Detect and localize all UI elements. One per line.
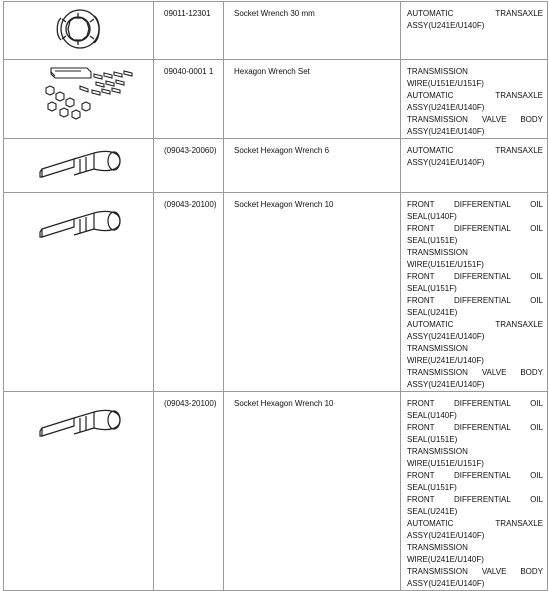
app-line: SEAL(U151E) (407, 435, 458, 444)
app-line: WIRE(U241E/U140F) (407, 555, 484, 564)
app-line: ASSY(U241E/U140F) (407, 579, 485, 588)
part-number: (09043-20100) (154, 392, 224, 591)
app-line: FRONT DIFFERENTIAL OIL (407, 423, 543, 432)
table-row (4, 60, 548, 139)
app-line: FRONT DIFFERENTIAL OIL (407, 471, 543, 480)
table-row (4, 139, 548, 193)
applicable-units (401, 2, 548, 60)
part-number: 09011-12301 (154, 2, 224, 60)
applicable-units (401, 193, 548, 392)
tool-name: Socket Wrench 30 mm (224, 2, 401, 60)
app-line: TRANSMISSION VALVE BODY (407, 368, 543, 377)
applicable-units (401, 60, 548, 139)
socket-wrench-icon (4, 2, 152, 58)
tool-illustration-cell (4, 392, 154, 591)
app-line: SEAL(U151F) (407, 284, 457, 293)
app-line: AUTOMATIC TRANSAXLE (407, 91, 543, 100)
app-line: SEAL(U140F) (407, 411, 457, 420)
tool-illustration-cell (4, 60, 154, 139)
table-row (4, 193, 548, 392)
app-line: SEAL(U241E) (407, 507, 458, 516)
app-line: ASSY(U241E/U140F) (407, 127, 485, 136)
app-line: SEAL(U151E) (407, 236, 458, 245)
applicable-units (401, 139, 548, 193)
tool-illustration-cell (4, 2, 154, 60)
socket-hexagon-wrench-icon (4, 392, 152, 462)
app-line: SEAL(U151F) (407, 483, 457, 492)
app-line: ASSY(U241E/U140F) (407, 103, 485, 112)
app-line: SEAL(U140F) (407, 212, 457, 221)
app-line: TRANSMISSION (407, 344, 468, 353)
app-line: SEAL(U241E) (407, 308, 458, 317)
app-line: ASSY(U241E/U140F) (407, 332, 485, 341)
app-line: TRANSMISSION VALVE BODY (407, 567, 543, 576)
app-line: WIRE(U151E/U151F) (407, 260, 484, 269)
app-line: FRONT DIFFERENTIAL OIL (407, 296, 543, 305)
applicable-units (401, 392, 548, 591)
hexagon-wrench-set-icon (4, 60, 152, 130)
tool-illustration-cell (4, 139, 154, 193)
app-line: WIRE(U241E/U140F) (407, 356, 484, 365)
part-number: (09043-20060) (154, 139, 224, 193)
app-line: WIRE(U151E/U151F) (407, 459, 484, 468)
part-number: (09043-20100) (154, 193, 224, 392)
app-line: TRANSMISSION (407, 543, 468, 552)
socket-hexagon-wrench-icon (4, 139, 152, 191)
app-line: ASSY(U241E/U140F) (407, 21, 485, 30)
app-line: FRONT DIFFERENTIAL OIL (407, 495, 543, 504)
app-line: FRONT DIFFERENTIAL OIL (407, 272, 543, 281)
app-line: ASSY(U241E/U140F) (407, 158, 485, 167)
table-row (4, 2, 548, 60)
table-row (4, 392, 548, 591)
tool-name: Hexagon Wrench Set (224, 60, 401, 139)
special-tools-table (3, 1, 548, 591)
app-line: TRANSMISSION VALVE BODY (407, 115, 543, 124)
tool-name: Socket Hexagon Wrench 10 (224, 193, 401, 392)
app-line: FRONT DIFFERENTIAL OIL (407, 200, 543, 209)
app-line: TRANSMISSION (407, 447, 468, 456)
tool-name: Socket Hexagon Wrench 6 (224, 139, 401, 193)
app-line: TRANSMISSION (407, 248, 468, 257)
socket-hexagon-wrench-icon (4, 193, 152, 263)
app-line: AUTOMATIC TRANSAXLE (407, 146, 543, 155)
app-line: AUTOMATIC TRANSAXLE (407, 9, 543, 18)
app-line: ASSY(U241E/U140F) (407, 531, 485, 540)
app-line: AUTOMATIC TRANSAXLE (407, 519, 543, 528)
app-line: ASSY(U241E/U140F) (407, 380, 485, 389)
app-line: FRONT DIFFERENTIAL OIL (407, 399, 543, 408)
tool-name: Socket Hexagon Wrench 10 (224, 392, 401, 591)
app-line: AUTOMATIC TRANSAXLE (407, 320, 543, 329)
app-line: WIRE(U151E/U151F) (407, 79, 484, 88)
app-line: FRONT DIFFERENTIAL OIL (407, 224, 543, 233)
tool-illustration-cell (4, 193, 154, 392)
app-line: TRANSMISSION (407, 67, 468, 76)
part-number: 09040-0001 1 (154, 60, 224, 139)
